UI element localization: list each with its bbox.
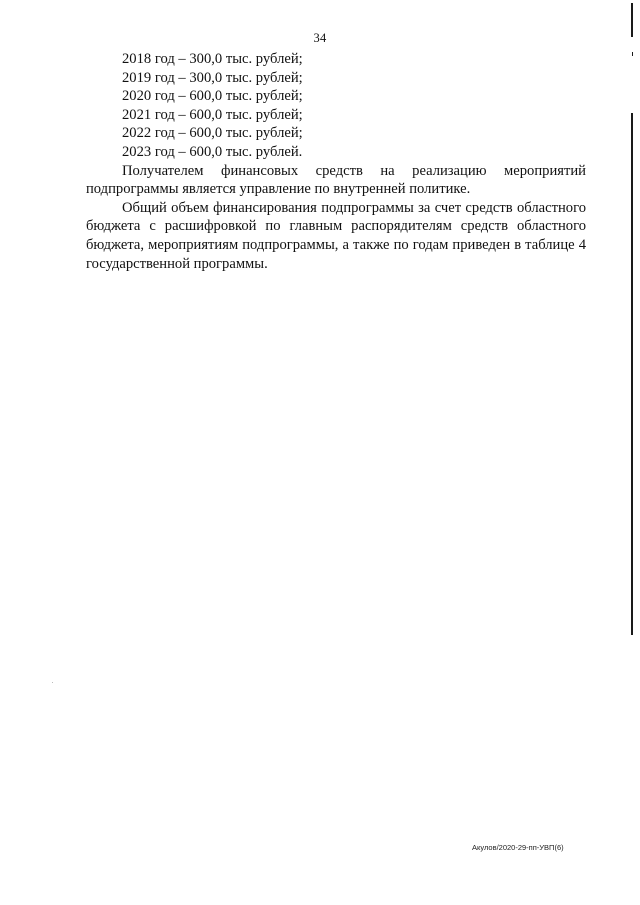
funding-line-2018: 2018 год – 300,0 тыс. рублей; bbox=[122, 51, 303, 67]
funding-by-year-list bbox=[86, 50, 586, 162]
document-footer-code: Акулов/2020-29-пп-УВП(6) bbox=[472, 843, 564, 852]
scan-speck bbox=[52, 682, 53, 683]
document-body bbox=[86, 50, 586, 273]
funding-line-2023: 2023 год – 600,0 тыс. рублей. bbox=[122, 143, 303, 160]
scan-edge-tick bbox=[632, 52, 633, 56]
page-number: 34 bbox=[313, 31, 327, 45]
scan-edge-mark-top bbox=[631, 3, 633, 37]
funding-line-2022: 2022 год – 600,0 тыс. рублей; bbox=[122, 125, 303, 142]
total-funding-paragraph: Общий объем финансирования подпрограммы за счет средств областного бюджета с расшифровкой по главным распорядителям средств областного бюджета, мероприятиям подпрограммы, а также по годам приведен в таблице 4 государственной программы. bbox=[86, 199, 586, 272]
funding-line-2020: 2020 год – 600,0 тыс. рублей; bbox=[122, 88, 303, 105]
scan-edge-bar bbox=[631, 113, 633, 635]
funding-line-2021: 2021 год – 600,0 тыс. рублей; bbox=[122, 106, 303, 123]
recipient-paragraph: Получателем финансовых средств на реализацию мероприятий подпрограммы является управление по внутренней политике. bbox=[86, 162, 586, 198]
funding-line-2019: 2019 год – 300,0 тыс. рублей; bbox=[122, 69, 303, 86]
